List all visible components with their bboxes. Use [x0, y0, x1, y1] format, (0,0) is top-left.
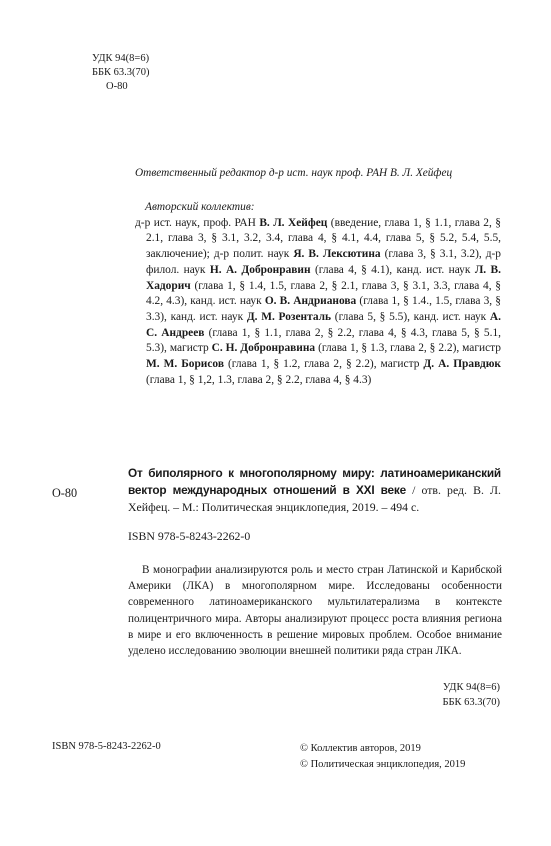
udk-code-bottom: УДК 94(8=6) [442, 682, 500, 693]
author-name: Д. М. Розенталь [246, 310, 332, 323]
author-name: Н. А. Добронравин [209, 263, 311, 276]
author-details: (глава 1, § 1.3, глава 2, § 2.2), магистр [315, 342, 501, 355]
author-sign-code: О-80 [106, 81, 128, 92]
publication-details: / отв. ред. В. Л. Хейфец. – М.: Политическая энциклопедия, 2019. – 494 с. [128, 483, 501, 514]
author-name: А. С. Андреев [146, 310, 501, 339]
author-name: В. Л. Хейфец [259, 216, 328, 229]
authors-list [135, 216, 501, 389]
annotation-text: В монографии анализируются роль и место стран Латинской и Карибской Америки (ЛКА) в многополярном мире. Исследованы особенности современного латиноамериканского мультилатерализма в контексте полицентричного мира. Авторы анализируют процесс роста влияния региона в мире и его включенность в решение мировых проблем. Особое внимание уделено исследованию эволюции внешней политики ряда стран ЛКА. [128, 564, 502, 658]
copyright-publisher: © Политическая энциклопедия, 2019 [300, 758, 466, 770]
responsible-editor: Ответственный редактор д-р ист. наук проф. РАН В. Л. Хейфец [135, 167, 453, 179]
footer-isbn: ISBN 978-5-8243-2262-0 [52, 741, 161, 752]
bibliographic-record [128, 465, 501, 516]
author-details: (глава 5, § 5.5), канд. ист. наук [331, 310, 490, 323]
author-details: (глава 1, § 1.2, глава 2, § 2.2), магистр [223, 358, 424, 371]
isbn-line: ISBN 978-5-8243-2262-0 [128, 529, 251, 543]
author-name: С. Н. Добронравина [211, 342, 316, 355]
top-classification-codes [92, 52, 150, 94]
authors-block [135, 200, 501, 388]
copyright-authors: © Коллектив авторов, 2019 [300, 743, 421, 754]
bottom-classification-codes [420, 680, 500, 710]
author-name: М. М. Борисов [146, 358, 224, 371]
author-details: (введение, глава 1, § 1.1, глава 2, § 2.1, глава 3, § 3.1, 3.2, 3.4, глава 4, § 4.1, 4.4, глава 5, § 5.2, 5.4, 5.5, заключение); д-р полит. наук [146, 216, 501, 261]
copyright-block [300, 741, 465, 773]
annotation [128, 562, 502, 659]
author-name: Л. В. Хадорич [146, 263, 501, 292]
author-details: (глава 4, § 4.1), канд. ист. наук [310, 263, 475, 276]
bbk-code-bottom: ББК 63.3(70) [442, 697, 500, 708]
bbk-code: ББК 63.3(70) [92, 67, 150, 78]
book-title: От биполярного к многополярному миру: латиноамериканский вектор международных отношений в XXI веке [128, 466, 501, 497]
author-details: (глава 3, § 3.1, 3.2), д-р филол. наук [146, 248, 501, 276]
author-details: (глава 1, § 1.1, глава 2, § 2.2, глава 4, § 4.3, глава 5, § 5.1, 5.3), магистр [146, 326, 501, 355]
authors-heading: Авторский коллектив: [145, 201, 255, 213]
author-details: (глава 1, § 1.4, 1.5, глава 2, § 2.1, глава 3, § 3.1, 3.3, глава 4, § 4.2, 4.3), канд. ист. наук [146, 279, 501, 308]
udk-code: УДК 94(8=6) [92, 53, 150, 64]
author-details: (глава 1, § 1,2, 1.3, глава 2, § 2.2, глава 4, § 4.3) [146, 373, 372, 386]
author-name: О. В. Андрианова [264, 295, 357, 308]
author-details: д-р ист. наук, проф. РАН [135, 216, 260, 229]
author-name: Д. А. Правдюк [423, 358, 501, 371]
author-name: Я. В. Лексютина [293, 248, 381, 261]
biblio-code: О-80 [52, 486, 78, 500]
author-details: (глава 1, § 1.4., 1.5, глава 3, § 3.3), канд. ист. наук [146, 295, 501, 323]
